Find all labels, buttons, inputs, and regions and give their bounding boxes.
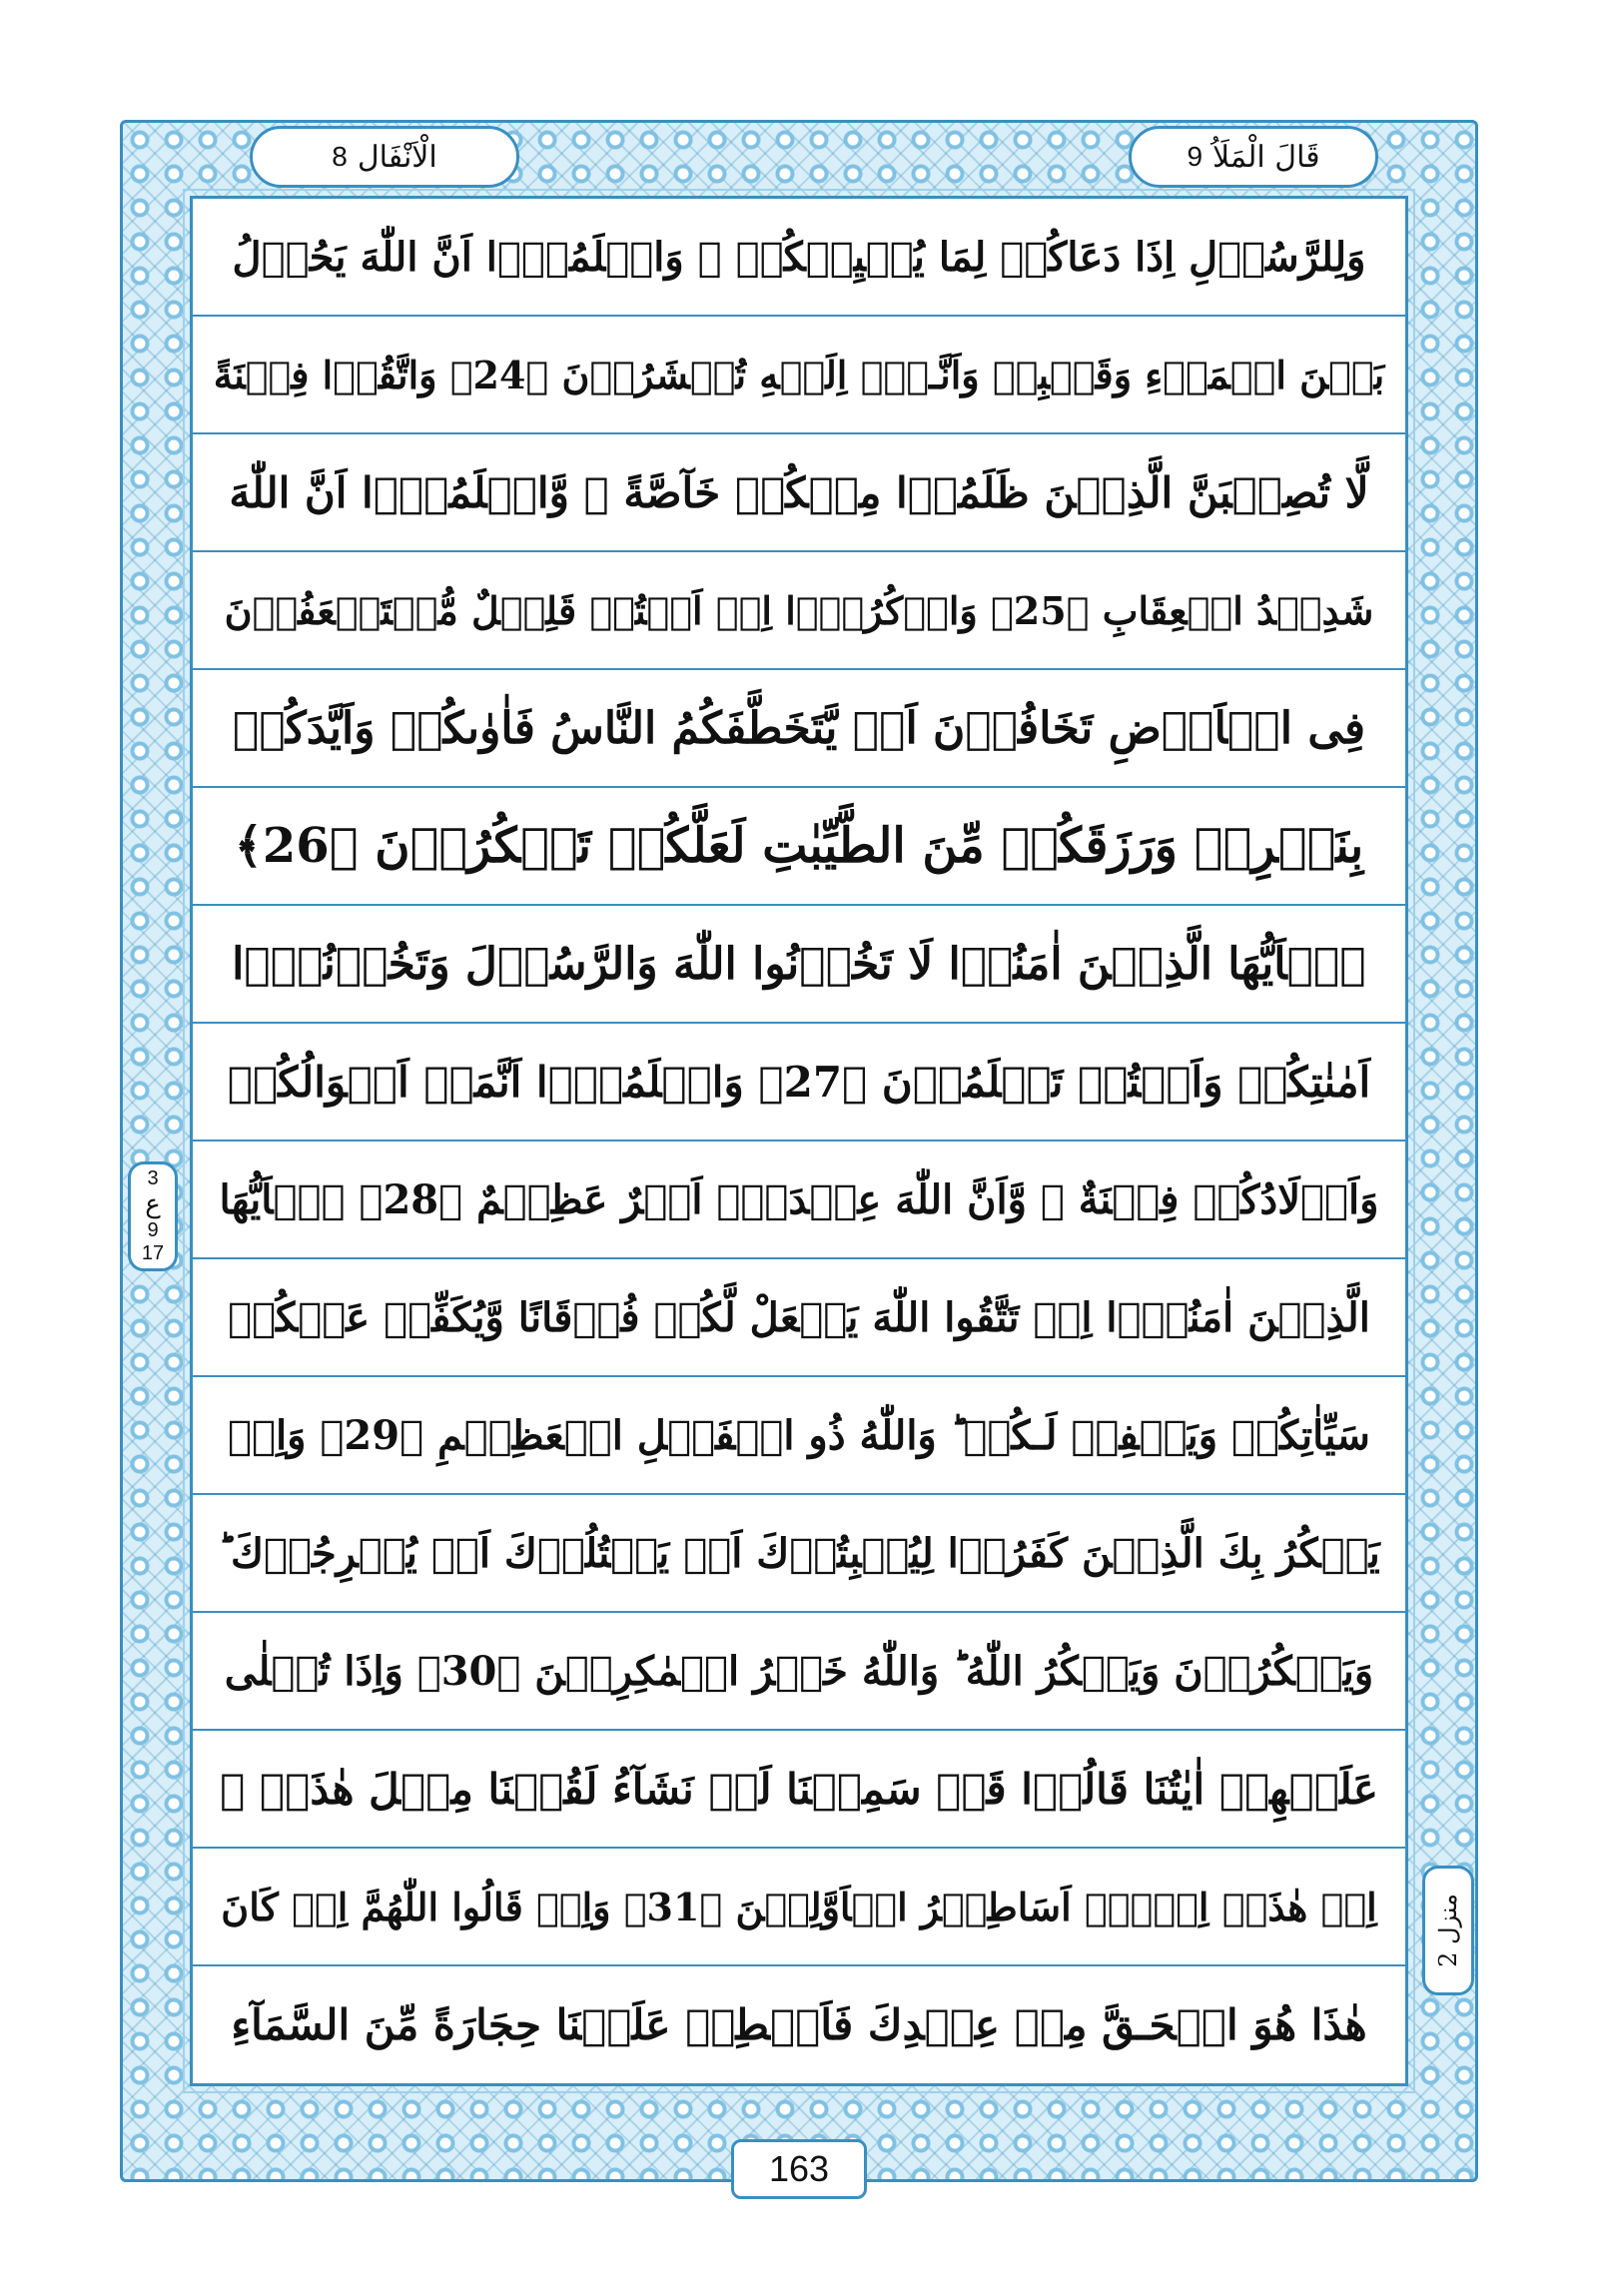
verse-text: هٰذَا هُوَ الۡحَـقَّ مِنۡ عِنۡدِكَ فَاَمۡطِرۡ عَلَيۡنَا حِجَارَةً مِّنَ السَّمَآءِ [231,2000,1367,2049]
juz-number: 9 [1187,141,1203,172]
manzil-label: منزل 2 [1434,1894,1462,1967]
ruku-middle-number: 9 [147,1219,159,1242]
ruku-top-number: 3 [147,1166,159,1189]
text-line-8 [193,1024,1405,1142]
text-line-9 [193,1142,1405,1259]
text-line-2 [193,317,1405,434]
text-panel [190,196,1408,2086]
verse-text: وَلِلرَّسُوۡلِ اِذَا دَعَاكُمۡ لِمَا يُحۡيِيۡكُمۡ ۚ وَاعۡلَمُوۡۤا اَنَّ اللّٰهَ يَحُوۡلُ [232,233,1366,281]
manzil-marker [1422,1866,1474,1995]
page-number: 163 [731,2139,867,2199]
ruku-glyph: ع [145,1188,161,1219]
text-line-5 [193,670,1405,788]
text-line-4 [193,552,1405,670]
juz-header [1129,126,1378,188]
text-line-13 [193,1613,1405,1731]
text-line-1 [193,199,1405,317]
text-line-10 [193,1259,1405,1377]
verse-text: عَلَيۡهِمۡ اٰيٰتُنَا قَالُوۡا قَدۡ سَمِعۡنَا لَوۡ نَشَآءُ لَقُلۡنَا مِثۡلَ هٰذَاۤ ۙ [220,1764,1378,1814]
ruku-bottom-number: 17 [141,1242,165,1265]
verse-text: بَيۡنَ الۡمَرۡءِ وَقَلۡبِهٖ وَاَنَّـهٗۤ اِلَيۡهِ تُحۡشَرُوۡنَ ﴿24﴾ وَاتَّقُوۡا فِتۡنَةً [213,352,1385,397]
verse-text: وَيَمۡكُرُوۡنَ وَيَمۡكُرُ اللّٰهُ ؕ وَاللّٰهُ خَيۡرُ الۡمٰكِرِيۡنَ ﴿30﴾ وَاِذَا تُتۡلٰى [224,1647,1374,1695]
juz-name: قَالَ الْمَلَاُ [1212,139,1320,175]
verse-text: شَدِيۡدُ الۡعِقَابِ ﴿25﴾ وَاذۡكُرُوۡۤا اِذۡ اَنۡتُمۡ قَلِيۡلٌ مُّسۡتَضۡعَفُوۡنَ [224,587,1374,633]
text-line-14 [193,1731,1405,1849]
surah-name: الْاَنْفَال [357,139,437,175]
verse-text: لَّا تُصِيۡبَنَّ الَّذِيۡنَ ظَلَمُوۡا مِنۡكُمۡ خَآصَّةً ۚ وَّاعۡلَمُوۡۤا اَنَّ اللّٰهَ [229,467,1369,517]
verse-text: يٰۤاَيُّهَا الَّذِيۡنَ اٰمَنُوۡا لَا تَخُوۡنُوا اللّٰهَ وَالرَّسُوۡلَ وَتَخُوۡنُوۡۤا [232,938,1366,990]
text-line-3 [193,434,1405,552]
verse-text: اَمٰنٰتِكُمۡ وَاَنۡتُمۡ تَعۡلَمُوۡنَ ﴿27﴾ وَاعۡلَمُوۡۤا اَنَّمَاۤ اَمۡوَالُكُمۡ [227,1057,1371,1107]
text-line-16 [193,1966,1405,2083]
text-line-11 [193,1377,1405,1495]
verse-text: يَمۡكُرُ بِكَ الَّذِيۡنَ كَفَرُوۡا لِيُثۡبِتُوۡكَ اَوۡ يَقۡتُلُوۡكَ اَوۡ يُخۡرِجُوۡكَ ؕ [218,1529,1380,1577]
text-line-6 [193,788,1405,906]
verse-text: اِنۡ هٰذَاۤ اِلَّاۤ اَسَاطِيۡرُ الۡاَوَّلِيۡنَ ﴿31﴾ وَاِذۡ قَالُوا اللّٰهُمَّ اِنۡ كَانَ [221,1884,1377,1929]
verse-text: وَاَوۡلَادُكُمۡ فِتۡنَةٌ ۙ وَّاَنَّ اللّٰهَ عِنۡدَهٗۤ اَجۡرٌ عَظِيۡمٌ ﴿28﴾ يٰۤاَيُّهَا [219,1175,1379,1223]
text-line-15 [193,1849,1405,1966]
verse-text: فِى الۡاَرۡضِ تَخَافُوۡنَ اَنۡ يَّتَخَطَّفَكُمُ النَّاسُ فَاٰوٰٮكُمۡ وَاَيَّدَكُمۡ [232,702,1366,754]
surah-number: 8 [332,141,348,172]
surah-header [250,126,519,188]
text-line-7 [193,906,1405,1024]
text-line-12 [193,1495,1405,1613]
verse-text: الَّذِيۡنَ اٰمَنُوۡۤا اِنۡ تَتَّقُوا اللّٰهَ يَجۡعَلْ لَّكُمۡ فُرۡقَانًا وَّيُكَفِّرۡ عَنۡكُمۡ [228,1293,1370,1341]
ruku-marker [128,1161,178,1271]
verse-text: بِنَصۡرِهٖ وَرَزَقَكُمۡ مِّنَ الطَّيِّبٰتِ لَعَلَّكُمۡ تَشۡكُرُوۡنَ ﴿26﴾ [234,818,1364,874]
verse-text: سَيِّاٰتِكُمۡ وَيَغۡفِرۡ لَـكُمۡ ؕ وَاللّٰهُ ذُو الۡفَضۡلِ الۡعَظِيۡمِ ﴿29﴾ وَاِذۡ [228,1411,1370,1459]
